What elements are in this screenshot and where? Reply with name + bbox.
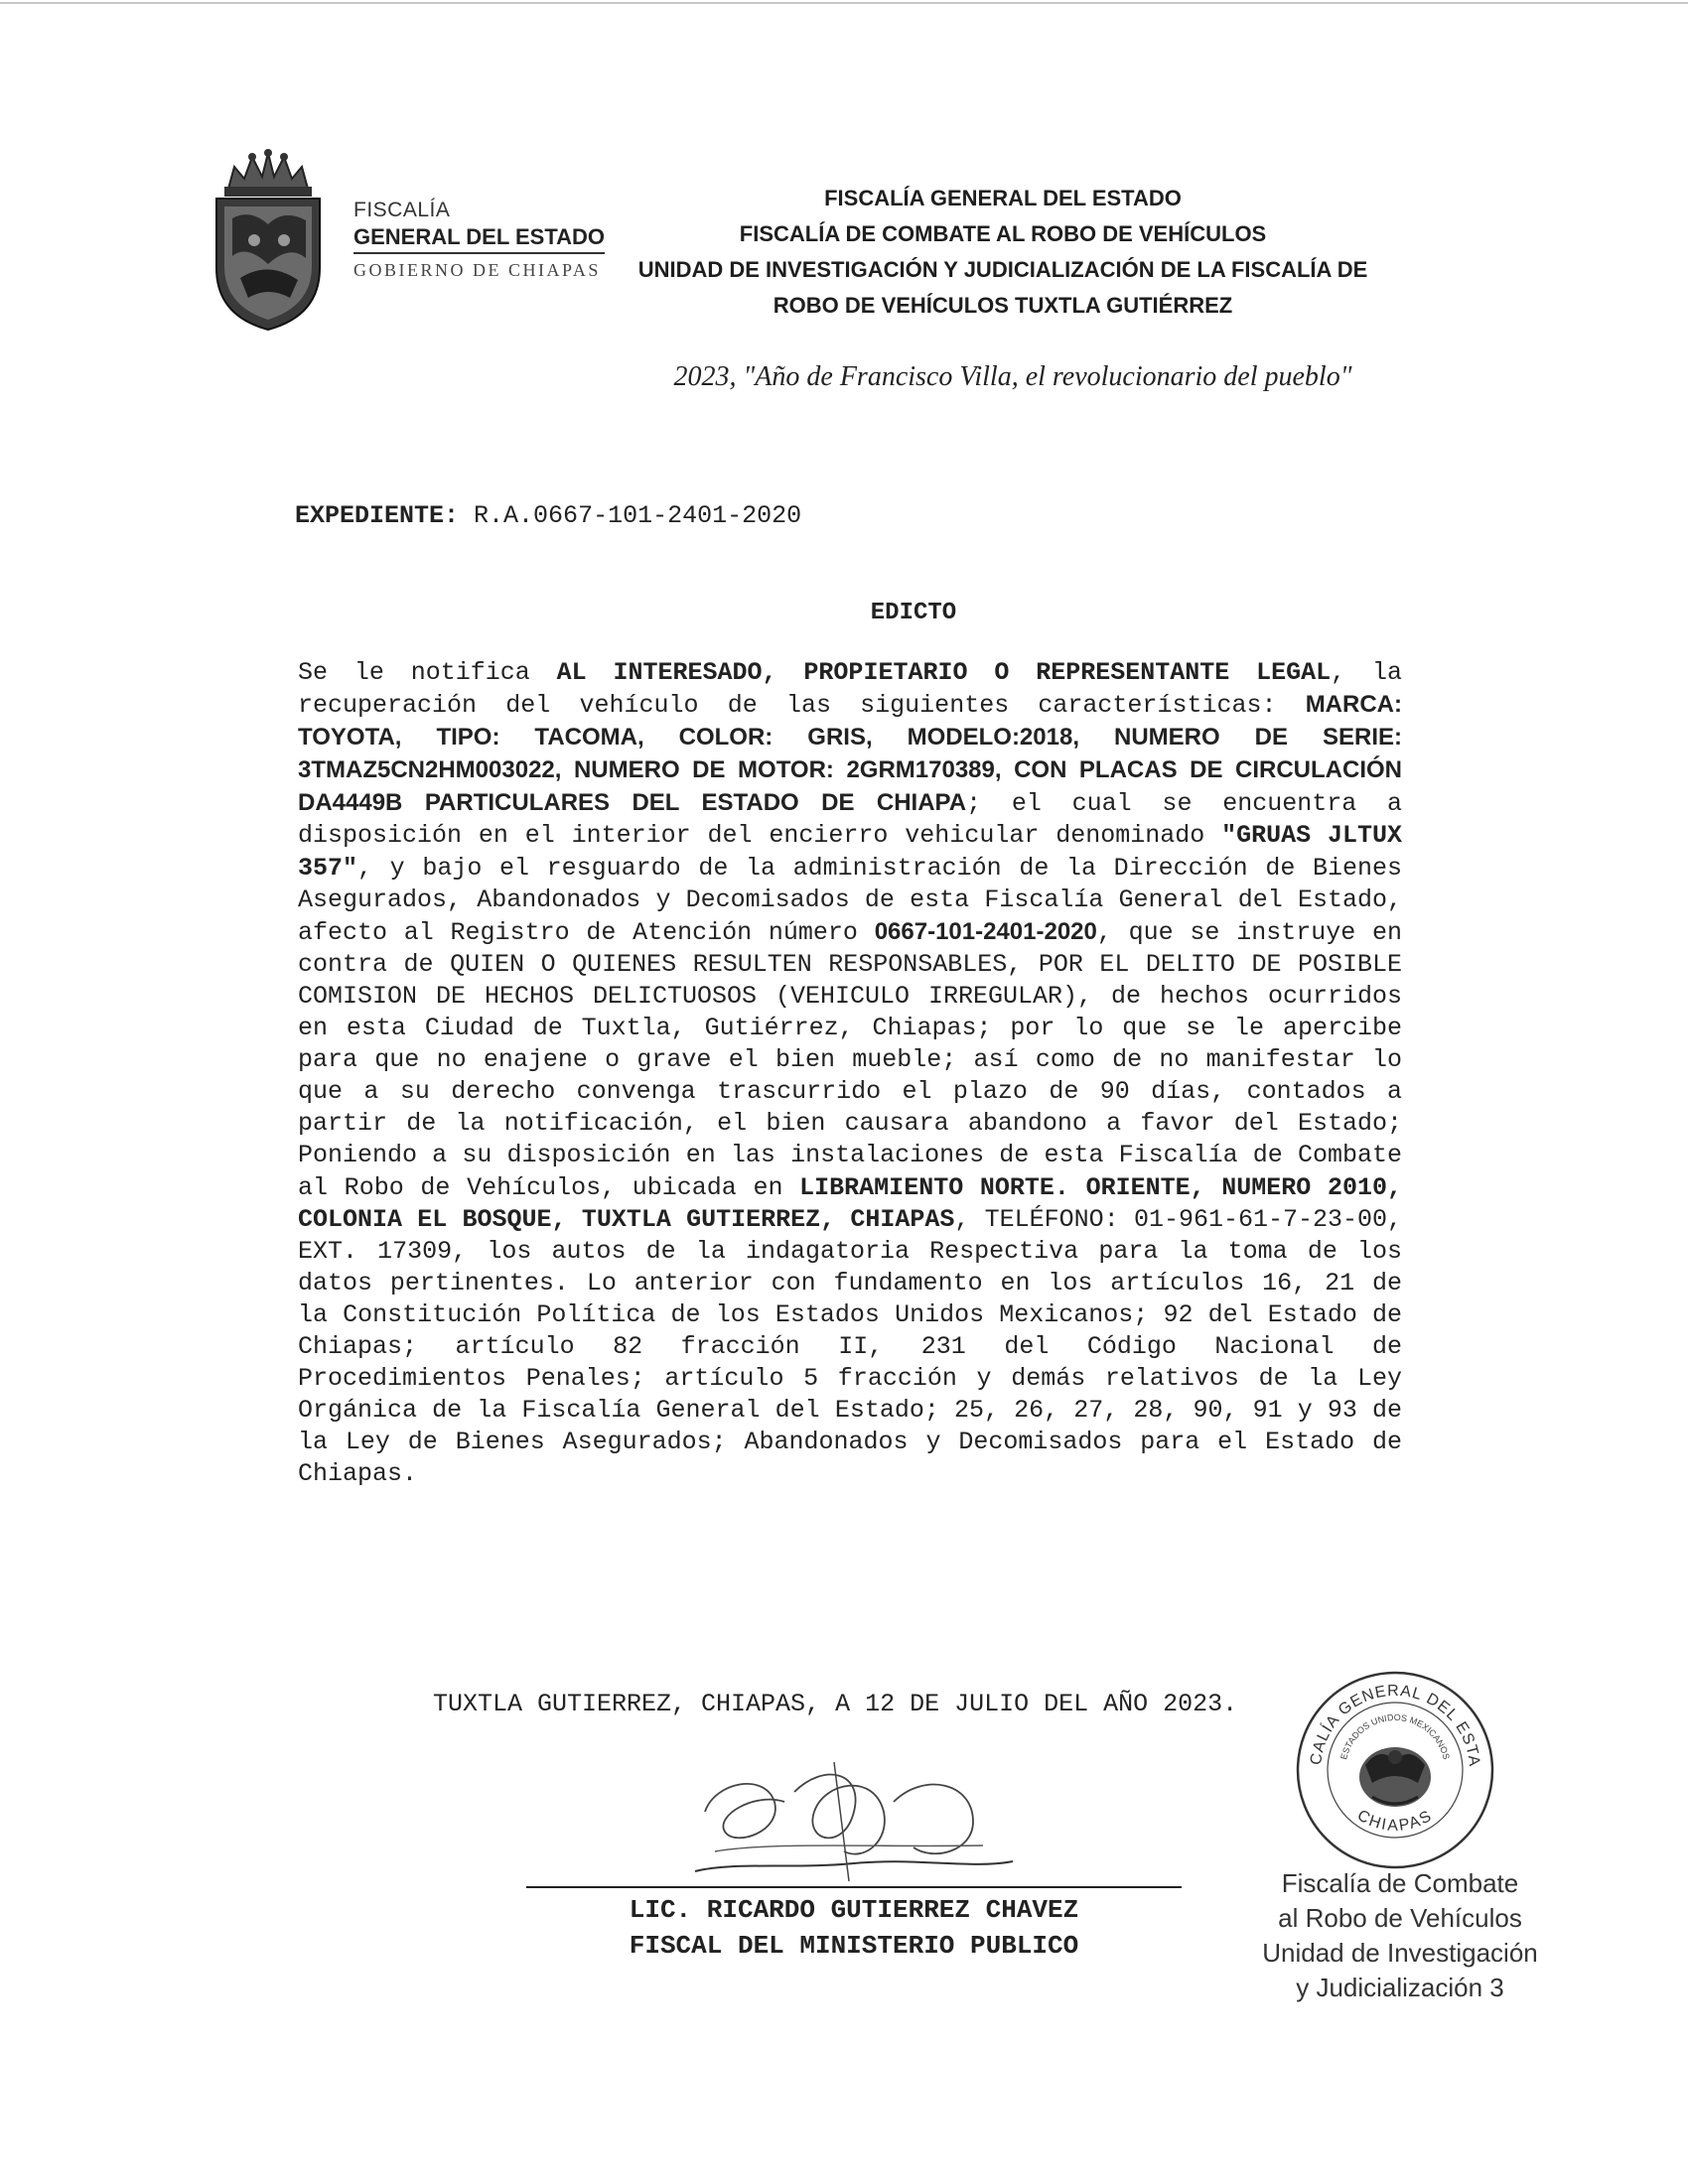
header-line-3: UNIDAD DE INVESTIGACIÓN Y JUDICIALIZACIÓN DE LA FISCALÍA DE [637, 257, 1368, 282]
logo-text-block [353, 199, 605, 281]
svg-text:CHIAPAS [1354, 1807, 1436, 1835]
seal-caption-line-4: y Judicialización 3 [1296, 1973, 1504, 2002]
header-line-1: FISCALÍA GENERAL DEL ESTADO [824, 186, 1182, 210]
body-segment-1: Se le notifica [298, 658, 557, 687]
official-seal [1291, 1666, 1499, 1874]
edict-body [298, 657, 1402, 1490]
body-segment-3: ; el cual se encuentra a disposición en el interior del encierro vehicular denominado [298, 789, 1402, 851]
handwritten-signature [675, 1752, 1033, 1891]
seal-bottom-text: CHIAPAS [1353, 1807, 1437, 1835]
body-vehicle-details: MARCA: TOYOTA, TIPO: TACOMA, COLOR: GRIS, MODELO:2018, NUMERO DE SERIE: 3TMAZ5CN2HM003022, NUMERO DE MOTOR: 2GRM170389, CON PLACAS DE CIRCULACIÓN DA4449B PARTICULARES DEL ESTADO DE CHIAPA [298, 691, 1402, 817]
place-and-date: TUXTLA GUTIERREZ, CHIAPAS, A 12 DE JULIO DEL AÑO 2023. [433, 1690, 1238, 1718]
seal-caption-line-1: Fiscalía de Combate [1281, 1868, 1519, 1898]
signer-position: FISCAL DEL MINISTERIO PUBLICO [629, 1931, 1079, 1961]
header-line-2: FISCALÍA DE COMBATE AL ROBO DE VEHÍCULOS [739, 221, 1267, 246]
seal-caption-line-2: al Robo de Vehículos [1278, 1903, 1522, 1933]
expediente-value: R.A.0667-101-2401-2020 [474, 501, 802, 530]
seal-caption [1221, 1866, 1579, 2005]
body-addressee: AL INTERESADO, PROPIETARIO O REPRESENTANTE LEGAL [556, 658, 1332, 687]
body-segment-2: , la recuperación del vehículo de las siguientes características: [298, 658, 1403, 721]
body-segment-4: , y bajo el resguardo de la administración de la Dirección de Bienes Asegurados, Abandonados y Decomisados de esta Fiscalía General del Estado, afecto al Registro de Atención número [298, 853, 1402, 947]
body-address: LIBRAMIENTO NORTE. ORIENTE, NUMERO 2010, COLONIA EL BOSQUE, TUXTLA GUTIERREZ, CHIAPAS [298, 1172, 1402, 1234]
seal-caption-line-3: Unidad de Investigación [1262, 1938, 1538, 1968]
expediente [295, 501, 801, 530]
signer-block [556, 1892, 1152, 1964]
edict-title: EDICTO [870, 600, 957, 626]
body-segment-5: , que se instruye en contra de QUIEN O QUIENES RESULTEN RESPONSABLES, POR EL DELITO DE POSIBLE COMISION DE HECHOS DELICTUOSOS (VEHICULO IRREGULAR), de hechos ocurridos en esta Ciudad de Tuxtla, Gutiérrez, Chiapas; por lo que se le apercibe para que no enajene o grave el bien mueble; así como de no manifestar lo que a su derecho convenga trascurrido el plazo de 90 días, contados a partir de la notificación, el bien causara abandono a favor del Estado; Poniendo a su disposición en las instalaciones de esta Fiscalía de Combate al Robo de Vehículos, ubicada en [298, 917, 1402, 1202]
seal-inner-text: ESTADOS UNIDOS MEXICANOS [1338, 1711, 1452, 1761]
header-line-4: ROBO DE VEHÍCULOS TUXTLA GUTIÉRREZ [773, 293, 1233, 318]
expediente-label: EXPEDIENTE: [295, 501, 460, 530]
logo-line-gobierno: GOBIERNO DE CHIAPAS [353, 260, 601, 280]
year-motto: 2023, "Año de Francisco Villa, el revolucionario del pueblo" [673, 361, 1352, 392]
seal-outer-text: CALÍA GENERAL DEL ESTA [1308, 1682, 1483, 1768]
logo-line-fiscalia: FISCALÍA [353, 199, 451, 221]
signer-name: LIC. RICARDO GUTIERREZ CHAVEZ [629, 1895, 1079, 1925]
body-segment-6: , TELÉFONO: 01-961-61-7-23-00, EXT. 17309, los autos de la indagatoria Respectiva para la toma de los datos pertinentes. Lo anterior con fundamento en los artículos 16, 21 de la Constitución Política de los Estados Unidos Mexicanos; 92 del Estado de Chiapas; artículo 82 fracción II, 231 del Código Nacional de Procedimientos Penales; artículo 5 fracción y demás relativos de la Ley Orgánica de la Fiscalía General del Estado; 25, 26, 27, 28, 90, 91 y 93 de la Ley de Bienes Asegurados; Abandonados y Decomisados para el Estado de Chiapas. [298, 1204, 1402, 1489]
signature-line [526, 1886, 1182, 1888]
body-lot-name: "GRUAS JLTUX 357" [298, 821, 1402, 883]
document-header [635, 181, 1370, 324]
chiapas-shield-logo [211, 149, 326, 333]
body-registro-number: 0667-101-2401-2020 [874, 917, 1097, 945]
logo-line-general: GENERAL DEL ESTADO [353, 224, 605, 254]
scan-top-edge [0, 2, 1688, 4]
